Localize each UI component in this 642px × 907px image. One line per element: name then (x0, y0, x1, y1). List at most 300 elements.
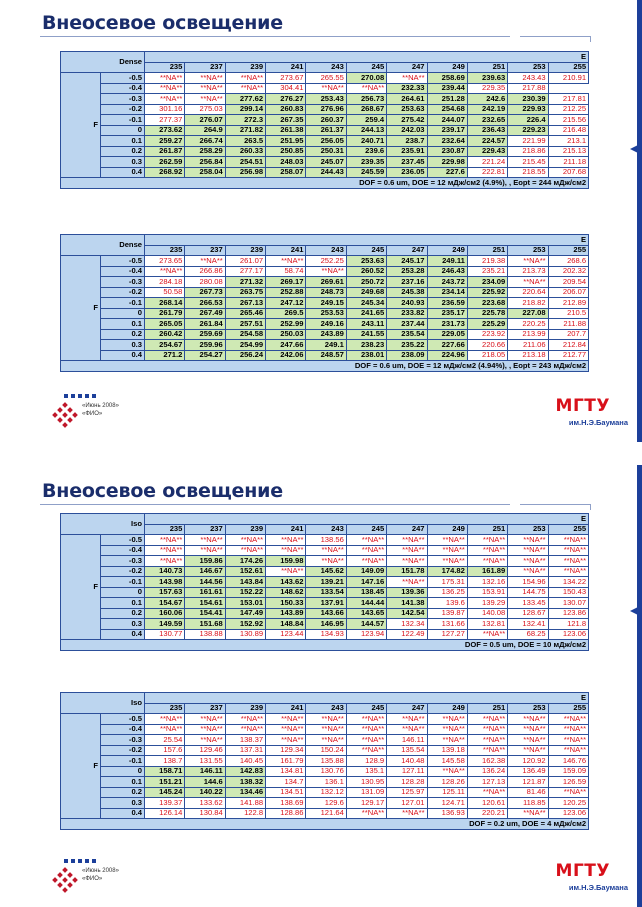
e-column-header: 243 (306, 245, 346, 256)
cd-cell: 259.27 (145, 136, 185, 147)
cd-cell: 143.65 (346, 608, 386, 619)
cd-cell: **NA** (346, 83, 386, 94)
cd-cell: 239.6 (346, 146, 386, 157)
cd-cell: 126.14 (145, 808, 185, 819)
cd-cell: 243.11 (346, 319, 386, 330)
cd-cell: 239.35 (346, 157, 386, 168)
f-axis-label: F (61, 714, 101, 819)
cd-cell: 202.32 (548, 266, 588, 277)
cd-cell: 145.58 (427, 756, 467, 767)
cd-cell: 141.38 (387, 598, 427, 609)
cd-cell: 212.77 (548, 350, 588, 361)
cd-cell: 271.32 (225, 277, 265, 288)
cd-cell: 125.97 (387, 787, 427, 798)
focus-value: 0.1 (101, 777, 145, 788)
cd-cell: 150.24 (306, 745, 346, 756)
cd-cell: 146.76 (548, 756, 588, 767)
cd-cell: 275.03 (185, 104, 225, 115)
cd-cell: 160.06 (145, 608, 185, 619)
cd-cell: 245.17 (387, 256, 427, 267)
cd-cell: 248.73 (306, 287, 346, 298)
cd-cell: 147.16 (346, 577, 386, 588)
cd-cell: 256.73 (346, 94, 386, 105)
data-table-dense-1 (60, 51, 589, 189)
e-axis-label: E (145, 514, 589, 525)
cd-cell: 258.04 (185, 167, 225, 178)
cd-cell: 150.33 (266, 598, 306, 609)
cd-cell: 161.61 (185, 587, 225, 598)
cd-cell: **NA** (266, 714, 306, 725)
cd-cell: **NA** (306, 545, 346, 556)
cd-cell: 129.46 (185, 745, 225, 756)
e-column-header: 251 (467, 703, 507, 714)
cd-cell: 123.86 (548, 608, 588, 619)
cd-cell: 146.11 (387, 735, 427, 746)
f-axis-label: F (61, 535, 101, 640)
focus-value: -0.2 (101, 104, 145, 115)
cd-cell: 230.87 (427, 146, 467, 157)
cd-cell: 123.06 (548, 629, 588, 640)
cd-cell: 215.56 (548, 115, 588, 126)
cd-cell: 212.89 (548, 298, 588, 309)
cd-cell: 123.94 (346, 629, 386, 640)
cd-cell: 132.41 (508, 619, 548, 630)
table-row (61, 535, 589, 546)
e-column-header: 245 (346, 62, 386, 73)
cd-cell: 267.73 (185, 287, 225, 298)
cd-cell: 140.22 (185, 787, 225, 798)
cd-cell: **NA** (508, 256, 548, 267)
table-row (61, 619, 589, 630)
cd-cell: **NA** (266, 545, 306, 556)
table-row (61, 798, 589, 809)
cd-cell: **NA** (508, 566, 548, 577)
cd-cell: 213.73 (508, 266, 548, 277)
cd-cell: 242.06 (266, 350, 306, 361)
cd-cell: 138.32 (225, 777, 265, 788)
logo (52, 859, 122, 895)
focus-value: 0.4 (101, 167, 145, 178)
focus-value: 0.1 (101, 136, 145, 147)
cd-cell: 265.05 (145, 319, 185, 330)
cd-cell: 136.93 (427, 808, 467, 819)
cd-cell: 148.84 (266, 619, 306, 630)
cd-cell: **NA** (427, 766, 467, 777)
cd-cell: **NA** (306, 735, 346, 746)
cd-cell: 243.89 (306, 329, 346, 340)
cd-cell: 215.13 (548, 146, 588, 157)
table-row (61, 125, 589, 136)
cd-cell: 256.05 (306, 136, 346, 147)
cd-cell: 261.38 (266, 125, 306, 136)
cd-cell: 128.9 (346, 756, 386, 767)
cd-cell: 239.17 (427, 125, 467, 136)
cd-cell: 135.1 (346, 766, 386, 777)
cd-cell: 129.17 (346, 798, 386, 809)
cd-cell: 276.27 (266, 94, 306, 105)
table-row (61, 167, 589, 178)
e-column-header: 253 (508, 524, 548, 535)
cd-cell: 273.65 (145, 256, 185, 267)
focus-value: -0.4 (101, 266, 145, 277)
cd-cell: **NA** (548, 566, 588, 577)
cd-cell: 151.21 (145, 777, 185, 788)
cd-cell: 260.52 (346, 266, 386, 277)
e-column-header: 251 (467, 245, 507, 256)
cd-cell: 211.06 (508, 340, 548, 351)
cd-cell: 210.91 (548, 73, 588, 84)
focus-value: -0.4 (101, 545, 145, 556)
e-column-header: 249 (427, 62, 467, 73)
cd-cell: 220.64 (508, 287, 548, 298)
cd-cell: 153.91 (467, 587, 507, 598)
cd-cell: 236.05 (387, 167, 427, 178)
e-column-header: 249 (427, 524, 467, 535)
cd-cell: 139.36 (387, 587, 427, 598)
table-row (61, 756, 589, 767)
e-column-header: 239 (225, 62, 265, 73)
cd-cell: 261.79 (145, 308, 185, 319)
cd-cell: 126.59 (548, 777, 588, 788)
cd-cell: 244.43 (306, 167, 346, 178)
cd-cell: 249.11 (427, 256, 467, 267)
cd-cell: 121.87 (508, 777, 548, 788)
logo-date: «Июнь 2008» (82, 403, 119, 409)
table-corner-label: Dense (61, 52, 145, 73)
cd-cell: 229.98 (427, 157, 467, 168)
cd-cell: 269.17 (266, 277, 306, 288)
cd-cell: 174.26 (225, 556, 265, 567)
cd-cell: **NA** (346, 735, 386, 746)
cd-cell: 299.14 (225, 104, 265, 115)
focus-value: 0.4 (101, 629, 145, 640)
cd-cell: 225.78 (467, 308, 507, 319)
e-column-header: 237 (185, 524, 225, 535)
cd-cell: **NA** (306, 556, 346, 567)
arrow-left-icon (630, 605, 642, 617)
cd-cell: 129.34 (266, 745, 306, 756)
cd-cell: 234.14 (427, 287, 467, 298)
cd-cell: 224.57 (467, 136, 507, 147)
focus-value: 0 (101, 125, 145, 136)
cd-cell: 144.6 (185, 777, 225, 788)
cd-cell: 138.45 (346, 587, 386, 598)
cd-cell: **NA** (548, 724, 588, 735)
cd-cell: 229.43 (467, 146, 507, 157)
focus-value: 0.4 (101, 808, 145, 819)
title-underline (40, 504, 510, 505)
cd-cell: **NA** (185, 724, 225, 735)
cd-cell: 123.06 (548, 808, 588, 819)
e-column-header: 245 (346, 524, 386, 535)
cd-cell: 207.68 (548, 167, 588, 178)
table-row (61, 308, 589, 319)
cd-cell: 140.08 (467, 608, 507, 619)
cd-cell: 227.6 (427, 167, 467, 178)
cd-cell: 158.71 (145, 766, 185, 777)
cd-cell: **NA** (266, 724, 306, 735)
cd-cell: 151.78 (387, 566, 427, 577)
cd-cell: 254.27 (185, 350, 225, 361)
cd-cell: 137.91 (306, 598, 346, 609)
cd-cell: 139.87 (427, 608, 467, 619)
cd-cell: 132.81 (467, 619, 507, 630)
cd-cell: 128.67 (508, 608, 548, 619)
table-row (61, 266, 589, 277)
cd-cell: 254.99 (225, 340, 265, 351)
cd-cell: 127.27 (427, 629, 467, 640)
cd-cell: 223.68 (467, 298, 507, 309)
e-axis-label: E (145, 693, 589, 704)
cd-cell: 134.81 (266, 766, 306, 777)
cd-cell: 256.98 (225, 167, 265, 178)
table-row (61, 340, 589, 351)
cd-cell: 242.19 (467, 104, 507, 115)
cd-cell: **NA** (387, 545, 427, 556)
side-bar (637, 465, 642, 907)
cd-cell: **NA** (225, 535, 265, 546)
slide-separator (0, 442, 642, 465)
cd-cell: 131.66 (427, 619, 467, 630)
cd-cell: 131.09 (346, 787, 386, 798)
cd-cell: 238.09 (387, 350, 427, 361)
logo-author: «ФИО» (82, 411, 103, 417)
cd-cell: 134.51 (266, 787, 306, 798)
cd-cell: 139.37 (145, 798, 185, 809)
cd-cell: **NA** (306, 714, 346, 725)
cd-cell: 50.58 (145, 287, 185, 298)
data-table-dense-2 (60, 234, 589, 372)
e-column-header: 251 (467, 62, 507, 73)
cd-cell: 148.62 (266, 587, 306, 598)
cd-cell: 145.24 (145, 787, 185, 798)
cd-cell: 149.59 (145, 619, 185, 630)
cd-cell: **NA** (145, 724, 185, 735)
cd-cell: 142.54 (387, 608, 427, 619)
cd-cell: 154.96 (508, 577, 548, 588)
cd-cell: 210.5 (548, 308, 588, 319)
cd-cell: 277.37 (145, 115, 185, 126)
cd-cell: **NA** (185, 714, 225, 725)
e-column-header: 251 (467, 524, 507, 535)
focus-value: -0.3 (101, 556, 145, 567)
side-bar (637, 0, 642, 442)
cd-cell: **NA** (266, 256, 306, 267)
cd-cell: 260.42 (145, 329, 185, 340)
table-row (61, 350, 589, 361)
cd-cell: 125.11 (427, 787, 467, 798)
cd-cell: 138.37 (225, 735, 265, 746)
focus-value: -0.3 (101, 735, 145, 746)
cd-cell: **NA** (306, 83, 346, 94)
cd-cell: **NA** (346, 545, 386, 556)
cd-cell: 131.55 (185, 756, 225, 767)
title-underline-right (520, 36, 590, 37)
cd-cell: 127.11 (387, 766, 427, 777)
cd-cell: 206.07 (548, 287, 588, 298)
cd-cell: 232.65 (467, 115, 507, 126)
cd-cell: **NA** (225, 714, 265, 725)
cd-cell: 134.93 (306, 629, 346, 640)
cd-cell: 159.86 (185, 556, 225, 567)
table-corner-label: Dense (61, 235, 145, 256)
cd-cell: 261.84 (185, 319, 225, 330)
cd-cell: 252.99 (266, 319, 306, 330)
e-column-header: 243 (306, 62, 346, 73)
cd-cell: **NA** (387, 714, 427, 725)
cd-cell: 154.67 (145, 598, 185, 609)
table-row (61, 556, 589, 567)
e-axis-label: E (145, 235, 589, 246)
cd-cell: **NA** (548, 545, 588, 556)
cd-cell: 213.18 (508, 350, 548, 361)
cd-cell: **NA** (548, 556, 588, 567)
cd-cell: 154.61 (185, 598, 225, 609)
cd-cell: **NA** (508, 745, 548, 756)
cd-cell: 277.17 (225, 266, 265, 277)
cd-cell: **NA** (346, 535, 386, 546)
cd-cell: 245.59 (346, 167, 386, 178)
cd-cell: 159.98 (266, 556, 306, 567)
cd-cell: 243.43 (508, 73, 548, 84)
slide-title: Внеосевое освещение (42, 12, 283, 34)
focus-value: -0.3 (101, 277, 145, 288)
cd-cell: 157.63 (145, 587, 185, 598)
e-column-header: 255 (548, 62, 588, 73)
cd-cell: 133.45 (508, 598, 548, 609)
focus-value: 0.3 (101, 798, 145, 809)
cd-cell: 237.44 (387, 319, 427, 330)
cd-cell: 246.43 (427, 266, 467, 277)
e-column-header: 235 (145, 703, 185, 714)
e-column-header: 241 (266, 62, 306, 73)
cd-cell: 145.62 (306, 566, 346, 577)
cd-cell: 245.34 (346, 298, 386, 309)
title-underline-right (520, 504, 590, 505)
cd-cell: **NA** (225, 724, 265, 735)
cd-cell: 264.9 (185, 125, 225, 136)
e-column-header: 247 (387, 524, 427, 535)
table-corner-label: Iso (61, 693, 145, 714)
cd-cell: 130.89 (225, 629, 265, 640)
cd-cell: 284.18 (145, 277, 185, 288)
cd-cell: **NA** (467, 629, 507, 640)
table-row (61, 735, 589, 746)
cd-cell: 236.59 (427, 298, 467, 309)
table-row (61, 724, 589, 735)
cd-cell: 122.49 (387, 629, 427, 640)
cd-cell: **NA** (225, 83, 265, 94)
cd-cell: 128.26 (427, 777, 467, 788)
cd-cell: 254.68 (427, 104, 467, 115)
title-underline (40, 36, 510, 37)
cd-cell: 153.01 (225, 598, 265, 609)
cd-cell: 143.89 (266, 608, 306, 619)
cd-cell: **NA** (145, 714, 185, 725)
cd-cell: 250.03 (266, 329, 306, 340)
cd-cell: 133.54 (306, 587, 346, 598)
cd-cell: 263.5 (225, 136, 265, 147)
cd-cell: **NA** (427, 714, 467, 725)
cd-cell: **NA** (467, 724, 507, 735)
cd-cell: 216.48 (548, 125, 588, 136)
cd-cell: 230.39 (508, 94, 548, 105)
focus-value: 0.1 (101, 319, 145, 330)
cd-cell: 224.96 (427, 350, 467, 361)
cd-cell: 239.44 (427, 83, 467, 94)
cd-cell: 229.23 (508, 125, 548, 136)
cd-cell: 253.43 (306, 94, 346, 105)
focus-value: -0.2 (101, 287, 145, 298)
cd-cell: 266.74 (185, 136, 225, 147)
cd-cell: 144.56 (185, 577, 225, 588)
cd-cell: 258.29 (185, 146, 225, 157)
cd-cell: 136.1 (306, 777, 346, 788)
e-column-header: 255 (548, 245, 588, 256)
cd-cell: 254.58 (225, 329, 265, 340)
table-row (61, 115, 589, 126)
cd-cell: 130.76 (306, 766, 346, 777)
logo (52, 394, 122, 430)
cd-cell: 235.21 (467, 266, 507, 277)
cd-cell: 236.43 (467, 125, 507, 136)
focus-value: 0.2 (101, 787, 145, 798)
cd-cell: 209.54 (548, 277, 588, 288)
cd-cell: 146.67 (185, 566, 225, 577)
table-row (61, 256, 589, 267)
focus-value: 0.2 (101, 608, 145, 619)
cd-cell: 265.46 (225, 308, 265, 319)
cd-cell: 244.13 (346, 125, 386, 136)
e-column-header: 237 (185, 245, 225, 256)
cd-cell: 118.85 (508, 798, 548, 809)
cd-cell: **NA** (508, 735, 548, 746)
cd-cell: 128.86 (266, 808, 306, 819)
cd-cell: 253.63 (346, 256, 386, 267)
cd-cell: 143.84 (225, 577, 265, 588)
cd-cell: 123.44 (266, 629, 306, 640)
cd-cell: 152.92 (225, 619, 265, 630)
brand-subtitle: им.Н.Э.Баумана (568, 418, 628, 427)
cd-cell: 138.69 (266, 798, 306, 809)
cd-cell: **NA** (427, 545, 467, 556)
cd-cell: 266.53 (185, 298, 225, 309)
cd-cell: **NA** (306, 724, 346, 735)
cd-cell: 261.87 (145, 146, 185, 157)
cd-cell: 222.81 (467, 167, 507, 178)
cd-cell: **NA** (145, 545, 185, 556)
e-column-header: 255 (548, 703, 588, 714)
cd-cell: **NA** (467, 535, 507, 546)
cd-cell: 151.68 (185, 619, 225, 630)
cd-cell: 248.03 (266, 157, 306, 168)
cd-cell: 217.88 (508, 83, 548, 94)
e-column-header: 235 (145, 62, 185, 73)
table-row (61, 94, 589, 105)
cd-cell: **NA** (508, 808, 548, 819)
cd-cell: **NA** (387, 535, 427, 546)
cd-cell: 221.99 (508, 136, 548, 147)
cd-cell: 142.83 (225, 766, 265, 777)
cd-cell: **NA** (387, 556, 427, 567)
cd-cell: 174.82 (427, 566, 467, 577)
cd-cell: 134.7 (266, 777, 306, 788)
table-row (61, 808, 589, 819)
cd-cell: 253.53 (306, 308, 346, 319)
e-column-header: 241 (266, 245, 306, 256)
e-column-header: 247 (387, 62, 427, 73)
cd-cell: 268.67 (346, 104, 386, 115)
